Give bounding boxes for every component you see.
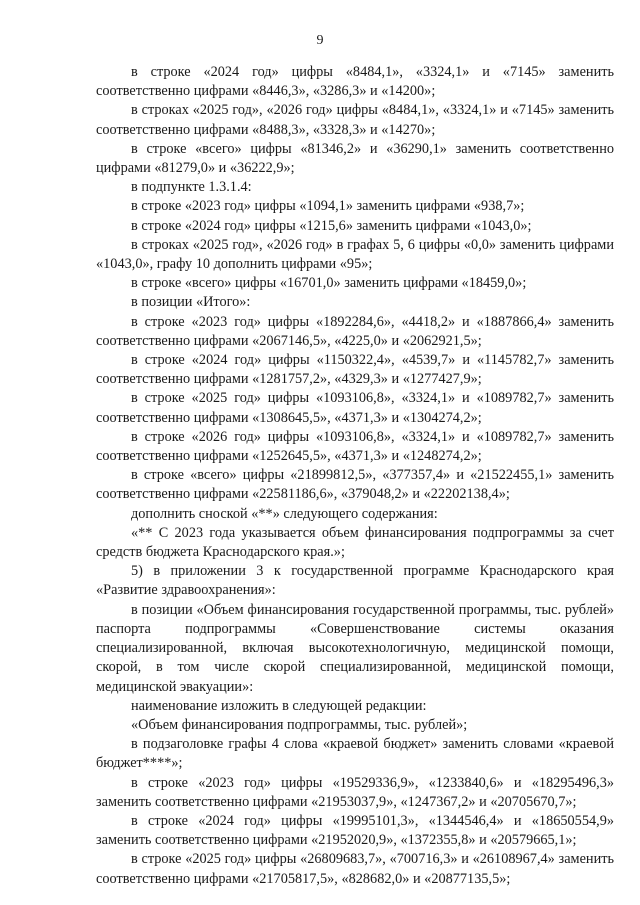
paragraph: в строках «2025 год», «2026 год» в графах 5, 6 цифры «0,0» заменить цифрами «1043,0», графу 10 дополнить цифрами «95»; [96,236,614,273]
paragraph: в строке «2025 год» цифры «26809683,7», «700716,3» и «26108967,4» заменить соответственно цифрами «21705817,5», «828682,0» и «20877135,5»; [96,851,614,887]
footnote-text: «** С 2023 года указывается объем финансирования подпрограммы за счет средств бюджета Краснодарского края.»; [96,524,614,561]
paragraph: в строках «2025 год», «2026 год» цифры «8484,1», «3324,1» и «7145» заменить соответственно цифрами «8488,3», «3328,3» и «14270»; [96,102,614,138]
paragraph: в строке «2024 год» цифры «1215,6» заменить цифрами «1043,0»; [131,217,532,234]
paragraph: в строке «всего» цифры «21899812,5», «377357,4» и «21522455,1» заменить соответственно цифрами «22581186,6», «379048,2» и «22202138,4»; [96,467,614,503]
paragraph: в строке «2023 год» цифры «19529336,9», «1233840,6» и «18295496,3» заменить соответственно цифрами «21953037,9», «1247367,2» и «20705670,7»; [96,774,614,810]
paragraph: в строке «2024 год» цифры «8484,1», «3324,1» и «7145» заменить соответственно цифрами «8446,3», «3286,3» и «14200»; [96,64,614,100]
paragraph: в строке «2024 год» цифры «1150322,4», «4539,7» и «1145782,7» заменить соответственно цифрами «1281757,2», «4329,3» и «1277427,9»; [96,352,614,388]
paragraph: в позиции «Объем финансирования государственной программы, тыс. рублей» паспорта подпрограммы «Совершенствование системы оказания специализированной, включая высокотехнологичную, медицинской помощи, скорой, в том числе скорой специализированной, медицинской помощи, медицинской эвакуации»: [96,601,614,695]
paragraph: в строке «2023 год» цифры «1094,1» заменить цифрами «938,7»; [131,198,525,215]
paragraph: наименование изложить в следующей редакции: [131,697,427,714]
paragraph: в строке «всего» цифры «16701,0» заменить цифрами «18459,0»; [131,275,527,292]
page-number: 9 [316,33,324,48]
paragraph: в строке «2026 год» цифры «1093106,8», «3324,1» и «1089782,7» заменить соответственно цифрами «1252645,5», «4371,3» и «1248274,2»; [96,428,614,465]
paragraph: в строке «всего» цифры «81346,2» и «36290,1» заменить соответственно цифрами «81279,0» и «36222,9»; [96,140,614,177]
paragraph: «Объем финансирования подпрограммы, тыс. рублей»; [131,716,468,733]
paragraph: в строке «2025 год» цифры «1093106,8», «3324,1» и «1089782,7» заменить соответственно цифрами «1308645,5», «4371,3» и «1304274,2»; [96,390,614,426]
document-body [96,63,614,889]
paragraph: 5) в приложении 3 к государственной программе Краснодарского края «Развитие здравоохранения»: [96,563,614,599]
paragraph: в строке «2023 год» цифры «1892284,6», «4418,2» и «1887866,4» заменить соответственно цифрами «2067146,5», «4225,0» и «2062921,5»; [96,313,614,349]
paragraph: дополнить сноской «**» следующего содержания: [131,505,438,522]
paragraph: в строке «2024 год» цифры «19995101,3», «1344546,4» и «18650554,9» заменить соответственно цифрами «21952020,9», «1372355,8» и «20579665,1»; [96,812,614,849]
paragraph: в подзаголовке графы 4 слова «краевой бюджет» заменить словами «краевой бюджет****»; [96,736,614,772]
paragraph: в позиции «Итого»: [131,294,251,311]
paragraph: в подпункте 1.3.1.4: [131,179,252,196]
